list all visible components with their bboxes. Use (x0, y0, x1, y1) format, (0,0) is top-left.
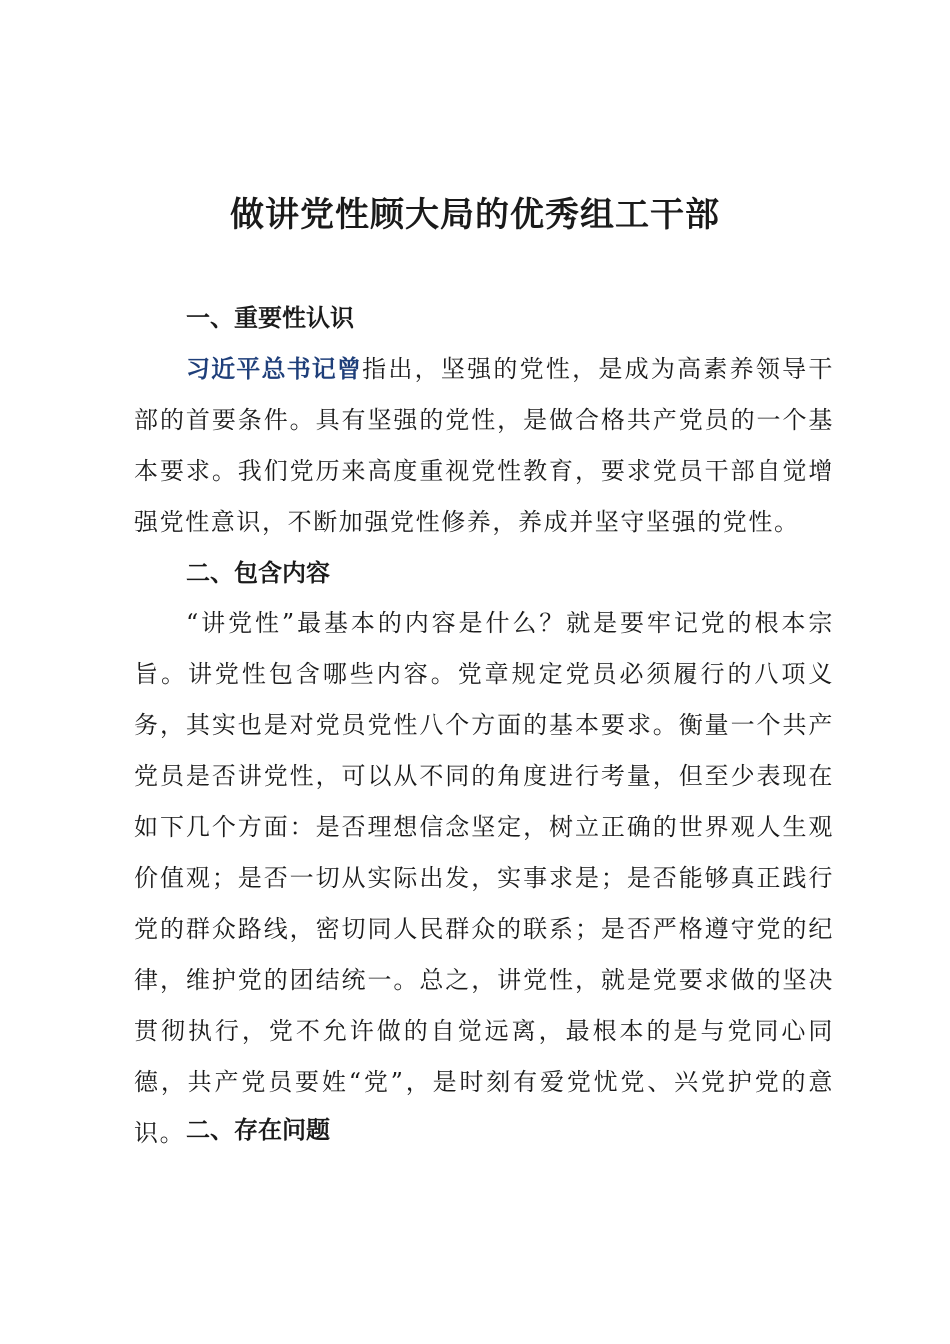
section-paragraph-importance (134, 344, 834, 548)
section-paragraph-contents: “讲党性”最基本的内容是什么？就是要牢记党的根本宗旨。讲党性包含哪些内容。党章规定党员必须履行的八项义务，其实也是对党员党性八个方面的基本要求。衡量一个共产党员是否讲党性，可以从不同的角度进行考量，但至少表现在如下几个方面：是否理想信念坚定，树立正确的世界观人生观价值观；是否一切从实际出发，实事求是；是否能够真正践行党的群众路线，密切同人民群众的联系；是否严格遵守党的纪律，维护党的团结统一。总之，讲党性，就是党要求做的坚决贯彻执行，党不允许做的自觉远离，最根本的是与党同心同德，共产党员要姓“党”，是时刻有爱党忧党、兴党护党的意识。 (134, 609, 834, 1147)
section-heading-importance: 一、重要性认识 (186, 304, 354, 332)
section-heading-problems: 二、存在问题 (186, 1116, 330, 1144)
document-title: 做讲党性顾大局的优秀组工干部 (230, 195, 720, 235)
section-heading-contents: 二、包含内容 (186, 559, 330, 587)
paragraph-lead-highlight: 习近平总书记曾 (186, 355, 363, 383)
paragraph-body-text: 指出，坚强的党性，是成为高素养领导干部的首要条件。具有坚强的党性，是做合格共产党员的一个基本要求。我们党历来高度重视党性教育，要求党员干部自觉增强党性意识，不断加强党性修养，养成并坚守坚强的党性。 (134, 355, 834, 536)
